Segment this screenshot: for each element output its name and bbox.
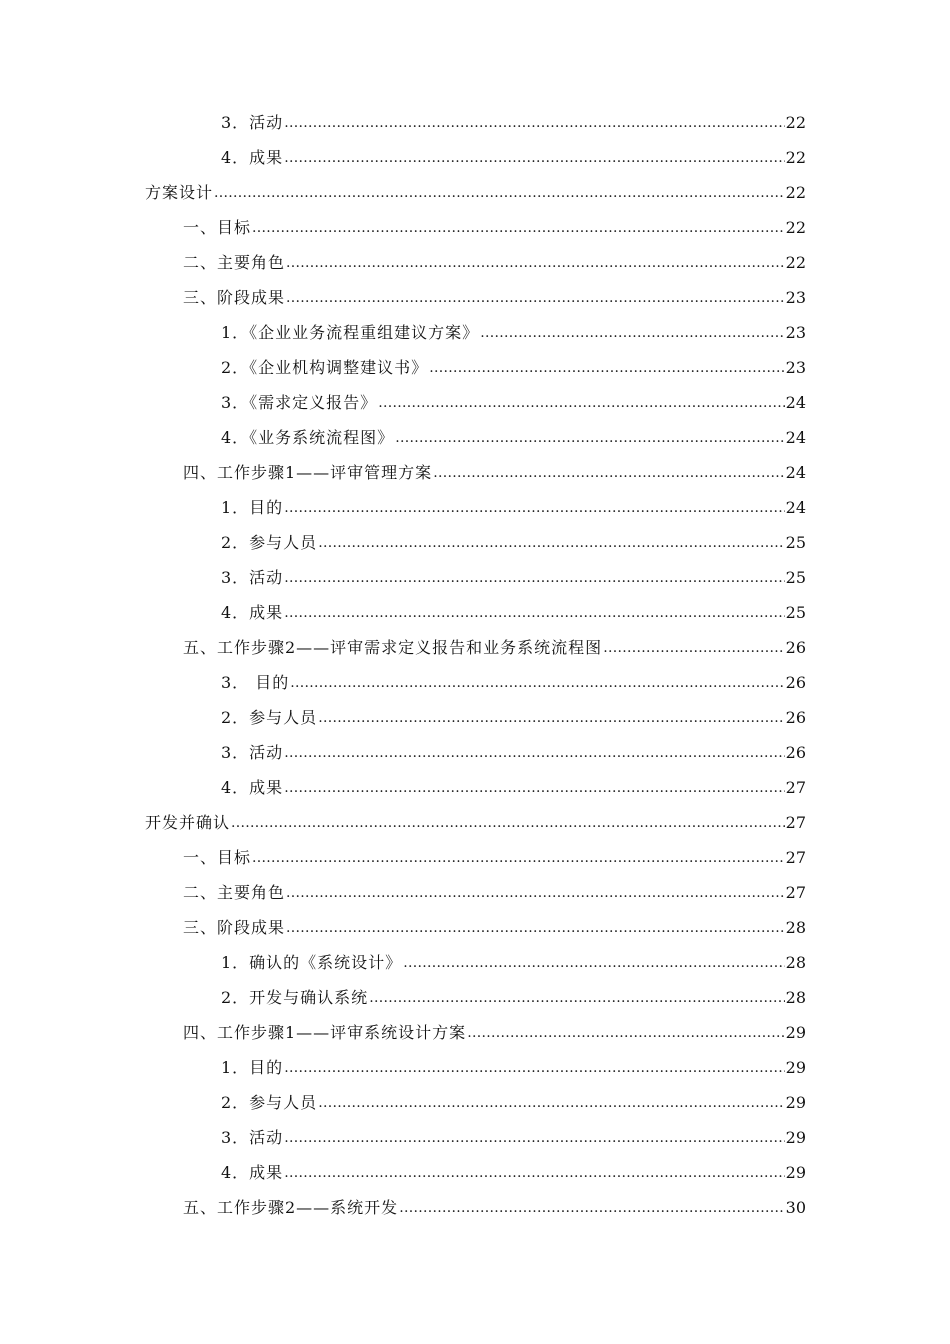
- toc-entry[interactable]: [183, 845, 806, 871]
- toc-entry[interactable]: [221, 1125, 806, 1151]
- toc-entry-page-number: 27: [785, 778, 806, 797]
- toc-entry-title: 3．活动: [221, 1128, 284, 1147]
- toc-dot-leader: [231, 809, 785, 835]
- toc-entry-title: 三、阶段成果: [183, 288, 286, 307]
- toc-entry[interactable]: [221, 355, 806, 381]
- toc-entry-page-number: 25: [785, 568, 806, 587]
- toc-entry[interactable]: [221, 530, 806, 556]
- toc-entry-title: 3．活动: [221, 743, 284, 762]
- toc-entry-title: 五、工作步骤2——评审需求定义报告和业务系统流程图: [183, 638, 603, 657]
- toc-entry-page-number: 29: [785, 1058, 806, 1077]
- toc-dot-leader: [603, 634, 784, 660]
- toc-entry-title: 1．目的: [221, 498, 284, 517]
- toc-entry-title: 3． 目的: [221, 673, 290, 692]
- toc-entry-title: 4．成果: [221, 778, 284, 797]
- toc-entry[interactable]: [183, 1020, 806, 1046]
- toc-entry-title: 四、工作步骤1——评审管理方案: [183, 463, 433, 482]
- toc-entry[interactable]: [221, 775, 806, 801]
- toc-dot-leader: [286, 914, 785, 940]
- toc-entry-page-number: 24: [785, 428, 806, 447]
- toc-dot-leader: [284, 599, 784, 625]
- toc-entry-title: 2．《企业机构调整建议书》: [221, 358, 429, 377]
- toc-entry-page-number: 30: [785, 1198, 806, 1217]
- toc-dot-leader: [286, 879, 785, 905]
- toc-entry-title: 3．活动: [221, 568, 284, 587]
- toc-entry[interactable]: [221, 705, 806, 731]
- toc-entry-title: 4．《业务系统流程图》: [221, 428, 395, 447]
- toc-entry-page-number: 26: [785, 673, 806, 692]
- toc-dot-leader: [399, 1194, 784, 1220]
- toc-entry-title: 2．参与人员: [221, 533, 318, 552]
- toc-entry-page-number: 28: [785, 988, 806, 1007]
- toc-entry-title: 4．成果: [221, 148, 284, 167]
- toc-entry-page-number: 29: [785, 1128, 806, 1147]
- toc-entry-page-number: 27: [785, 813, 806, 832]
- toc-entry-page-number: 27: [785, 883, 806, 902]
- toc-dot-leader: [252, 844, 785, 870]
- toc-dot-leader: [284, 564, 784, 590]
- toc-entry-title: 4．成果: [221, 1163, 284, 1182]
- toc-entry-title: 4．成果: [221, 603, 284, 622]
- toc-dot-leader: [395, 424, 784, 450]
- toc-entry-page-number: 22: [785, 183, 806, 202]
- toc-dot-leader: [378, 389, 784, 415]
- toc-entry[interactable]: [221, 670, 806, 696]
- toc-entry[interactable]: [183, 250, 806, 276]
- toc-entry-title: 二、主要角色: [183, 253, 286, 272]
- toc-dot-leader: [284, 739, 784, 765]
- toc-entry[interactable]: [221, 145, 806, 171]
- toc-dot-leader: [318, 704, 784, 730]
- toc-entry-title: 2．参与人员: [221, 1093, 318, 1112]
- toc-entry-page-number: 25: [785, 603, 806, 622]
- toc-entry-page-number: 26: [785, 708, 806, 727]
- toc-entry[interactable]: [221, 320, 806, 346]
- toc-entry-title: 一、目标: [183, 218, 252, 237]
- toc-entry-page-number: 29: [785, 1163, 806, 1182]
- toc-dot-leader: [403, 949, 784, 975]
- toc-dot-leader: [429, 354, 784, 380]
- toc-entry-page-number: 22: [785, 148, 806, 167]
- toc-entry-page-number: 24: [785, 393, 806, 412]
- toc-entry[interactable]: [145, 180, 806, 206]
- toc-entry[interactable]: [183, 1195, 806, 1221]
- toc-entry-title: 开发并确认: [145, 813, 231, 832]
- toc-entry[interactable]: [183, 285, 806, 311]
- toc-entry-title: 方案设计: [145, 183, 214, 202]
- toc-dot-leader: [480, 319, 784, 345]
- toc-dot-leader: [284, 1054, 784, 1080]
- toc-entry[interactable]: [221, 740, 806, 766]
- toc-entry[interactable]: [221, 950, 806, 976]
- toc-entry-title: 2．参与人员: [221, 708, 318, 727]
- toc-dot-leader: [433, 459, 784, 485]
- toc-dot-leader: [284, 494, 784, 520]
- toc-entry-title: 1．确认的《系统设计》: [221, 953, 403, 972]
- toc-entry-page-number: 28: [785, 953, 806, 972]
- toc-dot-leader: [284, 1159, 784, 1185]
- toc-dot-leader: [286, 284, 785, 310]
- toc-entry-page-number: 24: [785, 463, 806, 482]
- toc-entry-page-number: 23: [785, 288, 806, 307]
- toc-entry-title: 二、主要角色: [183, 883, 286, 902]
- toc-entry[interactable]: [221, 495, 806, 521]
- toc-entry[interactable]: [183, 460, 806, 486]
- toc-dot-leader: [467, 1019, 784, 1045]
- toc-entry[interactable]: [221, 1160, 806, 1186]
- toc-entry-title: 1．目的: [221, 1058, 284, 1077]
- toc-entry[interactable]: [183, 215, 806, 241]
- toc-dot-leader: [290, 669, 784, 695]
- toc-dot-leader: [214, 179, 785, 205]
- toc-entry[interactable]: [145, 810, 806, 836]
- toc-entry[interactable]: [221, 985, 806, 1011]
- toc-entry[interactable]: [183, 635, 806, 661]
- toc-entry[interactable]: [221, 565, 806, 591]
- toc-entry-page-number: 29: [785, 1023, 806, 1042]
- toc-entry-title: 2．开发与确认系统: [221, 988, 369, 1007]
- toc-dot-leader: [252, 214, 785, 240]
- toc-entry-title: 四、工作步骤1——评审系统设计方案: [183, 1023, 467, 1042]
- toc-entry-page-number: 27: [785, 848, 806, 867]
- toc-dot-leader: [284, 1124, 784, 1150]
- toc-dot-leader: [284, 144, 784, 170]
- toc-entry-title: 3．活动: [221, 113, 284, 132]
- toc-entry-title: 3．《需求定义报告》: [221, 393, 378, 412]
- toc-entry[interactable]: [221, 425, 806, 451]
- toc-dot-leader: [284, 774, 784, 800]
- toc-entry-title: 五、工作步骤2——系统开发: [183, 1198, 399, 1217]
- toc-dot-leader: [318, 1089, 784, 1115]
- toc-entry-page-number: 22: [785, 113, 806, 132]
- toc-entry[interactable]: [221, 1055, 806, 1081]
- toc-entry[interactable]: [183, 880, 806, 906]
- toc-entry-page-number: 22: [785, 218, 806, 237]
- toc-entry-page-number: 29: [785, 1093, 806, 1112]
- toc-entry-title: 一、目标: [183, 848, 252, 867]
- toc-entry-page-number: 26: [785, 638, 806, 657]
- toc-entry[interactable]: [221, 390, 806, 416]
- toc-dot-leader: [286, 249, 785, 275]
- toc-entry[interactable]: [183, 915, 806, 941]
- toc-entry[interactable]: [221, 110, 806, 136]
- toc-entry-page-number: 24: [785, 498, 806, 517]
- toc-dot-leader: [318, 529, 784, 555]
- toc-dot-leader: [284, 109, 784, 135]
- toc-entry[interactable]: [221, 1090, 806, 1116]
- toc-entry-title: 三、阶段成果: [183, 918, 286, 937]
- toc-entry[interactable]: [221, 600, 806, 626]
- toc-entry-page-number: 23: [785, 323, 806, 342]
- toc-entry-page-number: 23: [785, 358, 806, 377]
- toc-entry-page-number: 26: [785, 743, 806, 762]
- toc-entry-page-number: 25: [785, 533, 806, 552]
- toc-dot-leader: [369, 984, 784, 1010]
- toc-entry-page-number: 28: [785, 918, 806, 937]
- toc-entry-page-number: 22: [785, 253, 806, 272]
- toc-entry-title: 1．《企业业务流程重组建议方案》: [221, 323, 480, 342]
